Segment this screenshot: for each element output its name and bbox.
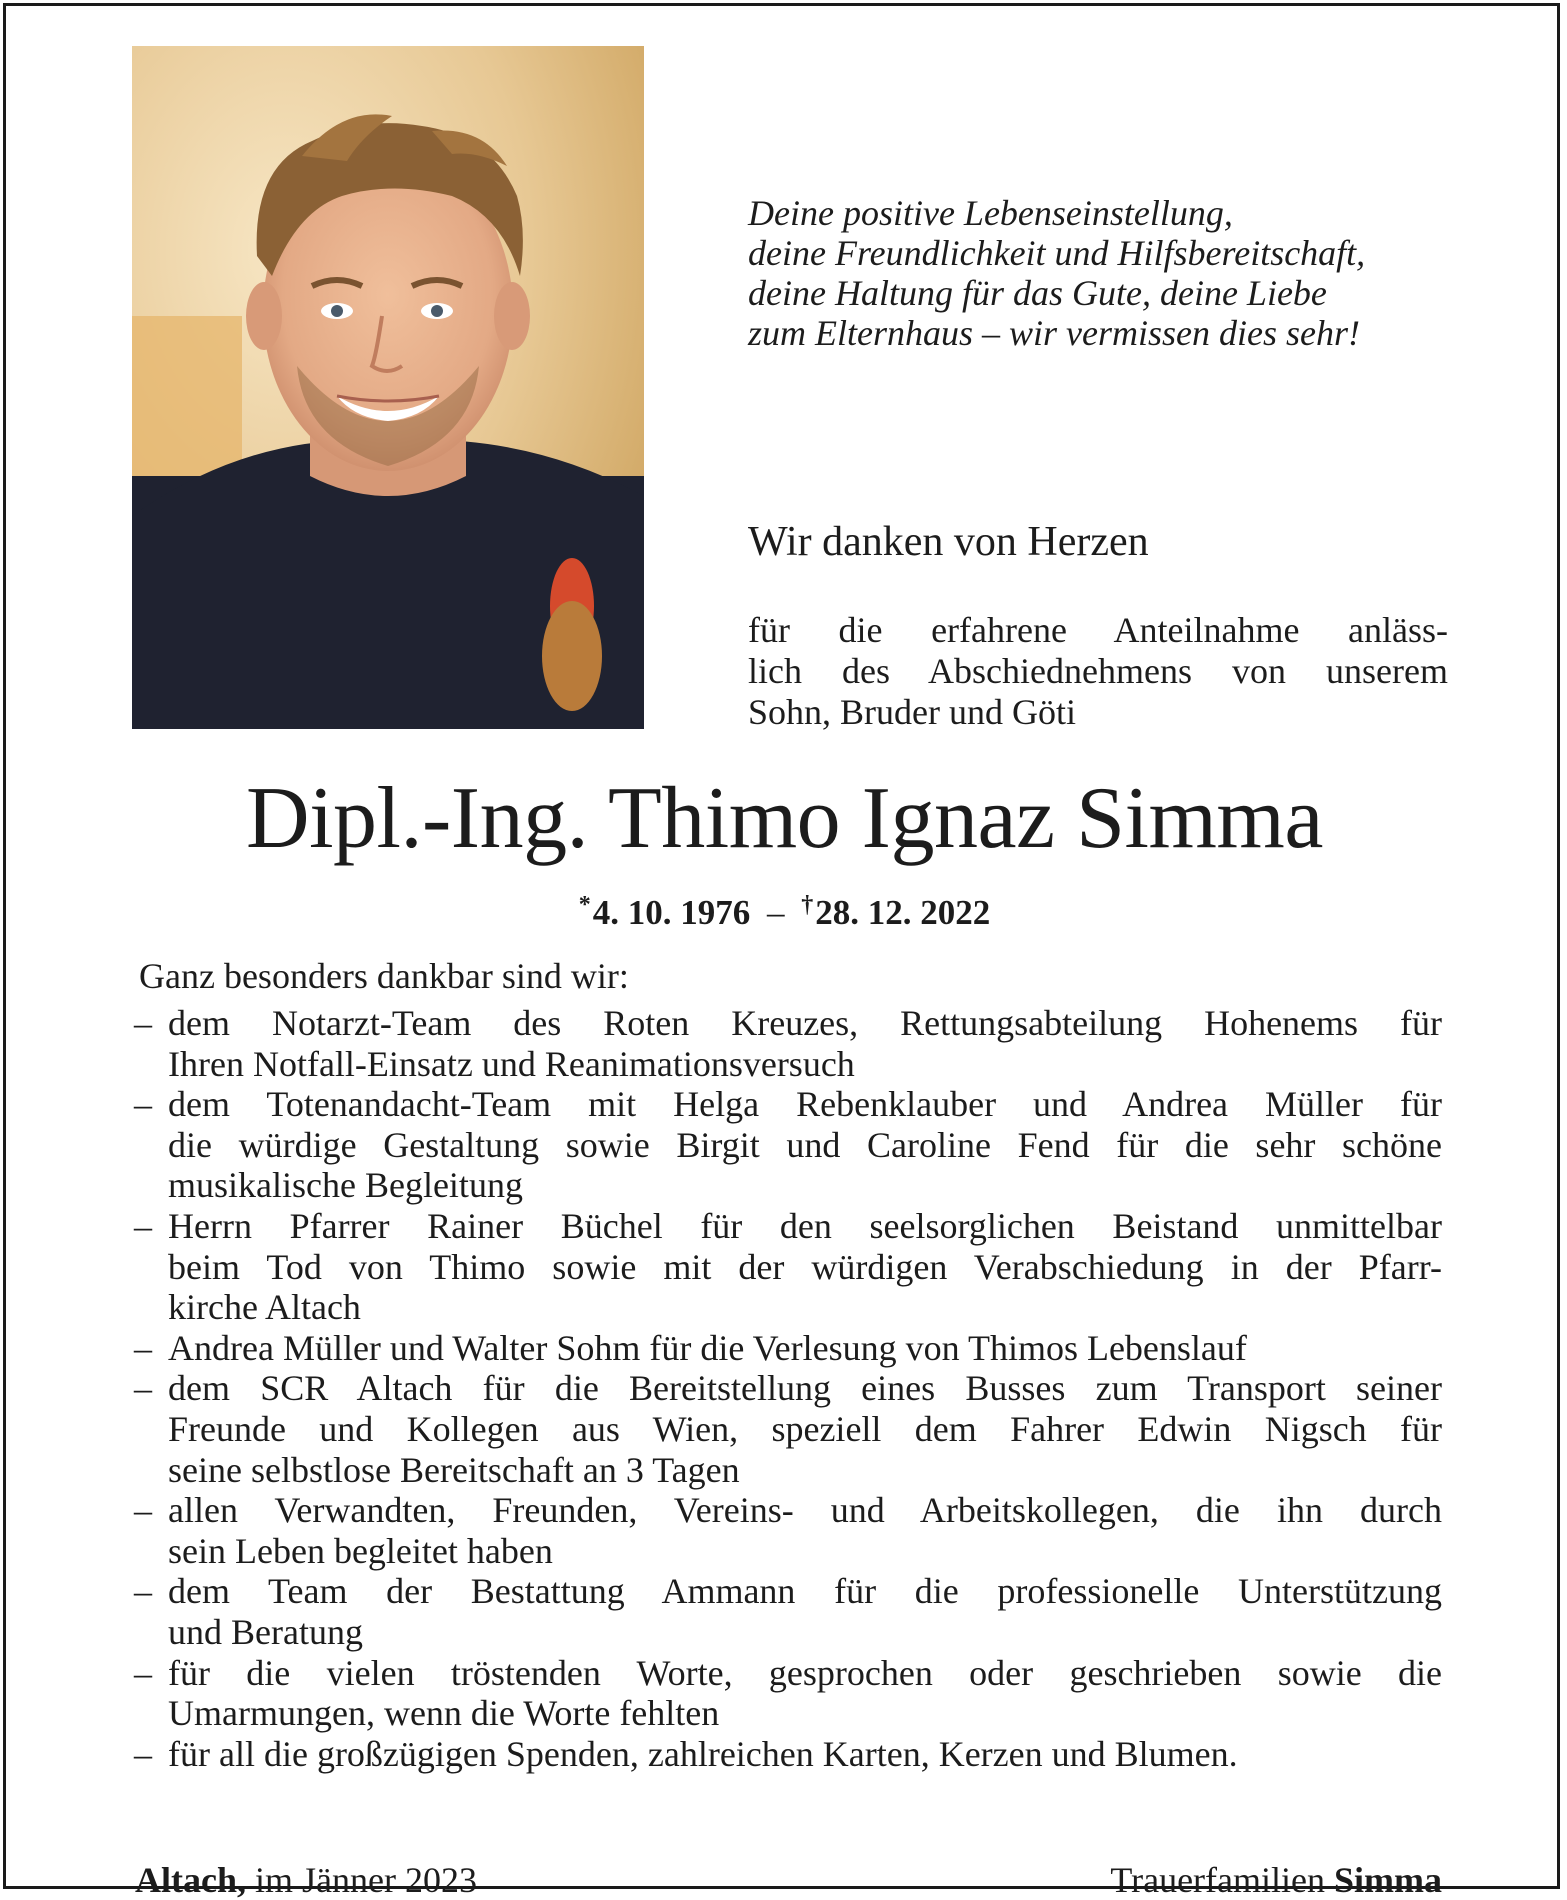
portrait-illustration xyxy=(132,46,644,729)
list-item-line: seine selbstlose Bereitschaft an 3 Tagen xyxy=(168,1449,740,1490)
portrait-photo xyxy=(132,46,644,729)
memorial-quote xyxy=(748,193,1468,353)
list-item-line: dem Team der Bestattung Ammann für die professionelle Unterstützung xyxy=(168,1571,1442,1612)
thanks-line: für die erfahrene Anteilnahme anläss- xyxy=(748,610,1448,650)
list-item-line: und Beratung xyxy=(168,1611,363,1652)
place: Altach, xyxy=(135,1860,246,1900)
list-item xyxy=(132,1734,1442,1775)
list-item xyxy=(132,1084,1442,1206)
list-dash: – xyxy=(134,1733,152,1774)
list-item-line: dem Notarzt-Team des Roten Kreuzes, Rettungsabteilung Hohenems für xyxy=(168,1003,1442,1043)
signature-prefix: Trauerfamilien xyxy=(1110,1860,1325,1900)
list-item xyxy=(132,1003,1442,1084)
list-dash: – xyxy=(134,1368,152,1409)
quote-line: zum Elternhaus – wir vermissen dies sehr! xyxy=(748,313,1360,353)
list-item-line: Freunde und Kollegen aus Wien, speziell dem Fahrer Edwin Nigsch für xyxy=(168,1408,1442,1449)
thanks-list xyxy=(132,1003,1442,1774)
thanks-body xyxy=(748,610,1448,733)
place-date xyxy=(135,1860,477,1900)
quote-line: deine Freundlichkeit und Hilfsbereitschaft, xyxy=(748,233,1366,273)
list-item-line: musikalische Begleitung xyxy=(168,1165,523,1206)
quote-line: Deine positive Lebenseinstellung, xyxy=(748,193,1233,233)
thanks-line: lich des Abschiednehmens von unserem xyxy=(748,651,1448,691)
birth-mark: * xyxy=(578,892,591,918)
death-mark: † xyxy=(801,892,814,918)
quote-line: deine Haltung für das Gute, deine Liebe xyxy=(748,273,1327,313)
list-dash: – xyxy=(134,1205,152,1246)
list-item-line: Umarmungen, wenn die Worte fehlten xyxy=(168,1693,720,1734)
date: im Jänner 2023 xyxy=(255,1860,477,1900)
deceased-name: Dipl.-Ing. Thimo Ignaz Simma xyxy=(246,770,1323,867)
death-date: 28. 12. 2022 xyxy=(815,893,991,932)
thanks-line: Sohn, Bruder und Göti xyxy=(748,692,1076,732)
life-dates xyxy=(6,885,1563,933)
list-item-line: sein Leben begleitet haben xyxy=(168,1530,553,1571)
list-item-line: dem Totenandacht-Team mit Helga Rebenklauber und Andrea Müller für xyxy=(168,1084,1442,1125)
list-item-line: die würdige Gestaltung sowie Birgit und Caroline Fend für die sehr schöne xyxy=(168,1124,1442,1165)
list-item-line: Andrea Müller und Walter Sohm für die Verlesung von Thimos Lebenslauf xyxy=(168,1327,1247,1368)
list-dash: – xyxy=(134,1003,152,1043)
birth-date: 4. 10. 1976 xyxy=(592,893,751,932)
list-item-line: für die vielen tröstenden Worte, gesprochen oder geschrieben sowie die xyxy=(168,1652,1442,1693)
thanks-heading: Wir danken von Herzen xyxy=(748,519,1149,565)
list-item xyxy=(132,1368,1442,1490)
list-item xyxy=(132,1206,1442,1328)
list-item xyxy=(132,1653,1442,1734)
list-dash: – xyxy=(134,1327,152,1368)
obituary-content xyxy=(6,6,1563,1900)
list-item xyxy=(132,1571,1442,1652)
list-dash: – xyxy=(134,1490,152,1531)
list-item-line: allen Verwandten, Freunden, Vereins- und Arbeitskollegen, die ihn durch xyxy=(168,1490,1442,1531)
list-item-line: dem SCR Altach für die Bereitstellung eines Busses zum Transport seiner xyxy=(168,1368,1442,1409)
list-item-line: für all die großzügigen Spenden, zahlreichen Karten, Kerzen und Blumen. xyxy=(168,1733,1238,1774)
list-dash: – xyxy=(134,1652,152,1693)
signature-name: Simma xyxy=(1334,1860,1442,1900)
list-item-line: Herrn Pfarrer Rainer Büchel für den seelsorglichen Beistand unmittelbar xyxy=(168,1205,1442,1246)
date-separator: – xyxy=(767,893,785,932)
list-item xyxy=(132,1328,1442,1369)
list-dash: – xyxy=(134,1571,152,1612)
list-item-line: kirche Altach xyxy=(168,1287,361,1328)
obituary-frame xyxy=(3,3,1560,1900)
list-item xyxy=(132,1490,1442,1571)
list-dash: – xyxy=(134,1084,152,1125)
list-item-line: Ihren Notfall-Einsatz und Reanimationsversuch xyxy=(168,1043,855,1084)
list-intro: Ganz besonders dankbar sind wir: xyxy=(139,956,629,996)
signature xyxy=(1110,1860,1442,1900)
list-item-line: beim Tod von Thimo sowie mit der würdigen Verabschiedung in der Pfarr- xyxy=(168,1246,1442,1287)
